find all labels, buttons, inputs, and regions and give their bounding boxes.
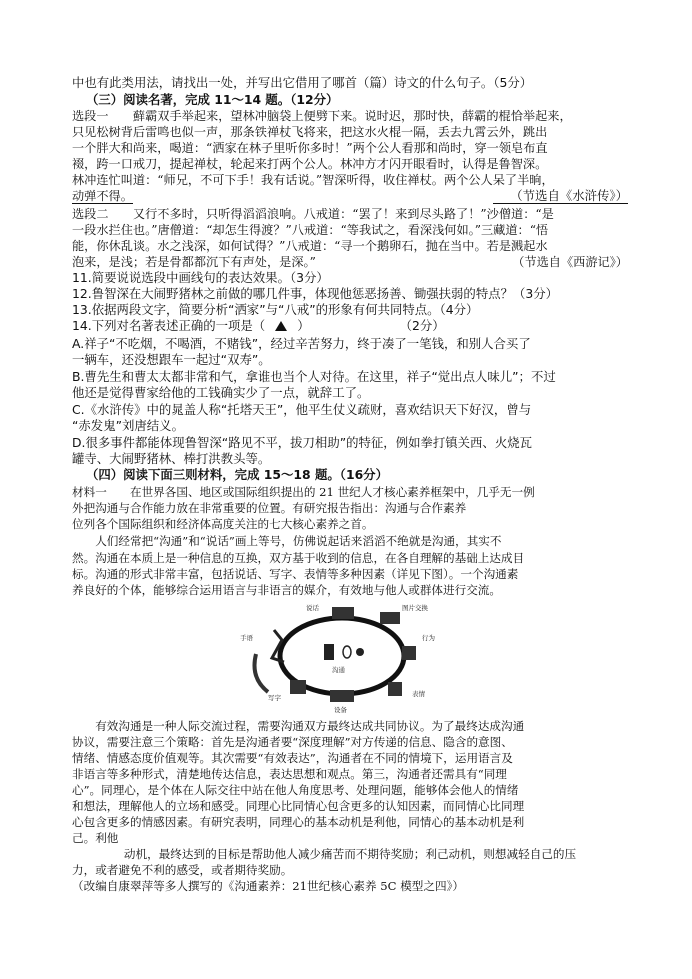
question-11: 11.简要说说选段中画线句的表达效果。（3分） — [72, 270, 329, 285]
option-a-line: A.祥子“不吃烟，不喝酒，不赌钱”，经过辛苦努力，终于凑了一笔钱，和别人合买了 — [72, 336, 531, 351]
diagram-label: 行为 — [422, 634, 435, 642]
excerpt-2-line: 一段水拦住也。”唐僧道：“却怎生得渡？”八戒道：“等我试之，看深浅何如。”三藏道：“悟 — [72, 223, 549, 237]
section-3-heading: （三）阅读名著，完成 11～14 题。（12分） — [86, 92, 339, 107]
excerpt-1-line: 一个胖大和尚来，喝道：“洒家在林子里听你多时！”两个公人看那和尚时，穿一领皂布直 — [72, 141, 548, 155]
picture-icon — [380, 612, 400, 624]
speech-icon — [332, 607, 354, 619]
device-icon — [330, 690, 354, 702]
option-c-line: C.《水浒传》中的晁盖人称“托塔天王”，他平生仗义疏财，喜欢结识天下好汉，曾与 — [72, 402, 532, 417]
material-1-line: 非语言等多种形式，清楚地传达信息，表达思想和观点。第三，沟通者还需具有“同理 — [72, 767, 507, 781]
material-1-line: 外把沟通与合作能力放在非常重要的位置。有研究报告指出：沟通与合作素养 — [72, 501, 467, 515]
option-d-line: D.很多事件都能体现鲁智深“路见不平，拔刀相助”的特征，例如拳打镇关西、火烧瓦 — [72, 435, 532, 450]
excerpt-1-line: 选段一 蘚霸双手举起来，望林冲脑袋上便劈下来。说时迟，那时快，薛霸的棍恰举起来， — [72, 109, 572, 123]
underline-rule — [493, 203, 628, 204]
material-1-line: 然。沟通在本质上是一种信息的互换，双方基于收到的信息，在各自理解的基础上达成目 — [72, 551, 525, 565]
head-icon — [324, 644, 334, 660]
material-1-line: 位列各个国际组织和经济体高度关注的七大核心素养之首。 — [72, 517, 374, 531]
option-d-line: 罐寺、大闹野猪林、棒打洪教头等。 — [72, 451, 271, 466]
material-1-line: 人们经常把“沟通”和“说话”画上等号，仿佛说起话来滔滔不绝就是沟通，其实不 — [72, 534, 502, 548]
option-b-line: B.曹先生和曹太太都非常和气，拿谁也当个人对待。在这里，祥子“觉出点人味儿”；不过 — [72, 369, 556, 384]
material-1-line: 材料一 在世界各国、地区或国际组织提出的 21 世纪人才核心素养框架中，几乎无一例 — [72, 485, 535, 499]
option-a-line: 一辆车，还没想跟车一起过“双寿”。 — [72, 352, 271, 367]
action-icon — [402, 646, 416, 660]
curved-arrow-icon — [255, 654, 269, 692]
excerpt-2-source: （节选自《西游记》） — [512, 255, 628, 269]
material-1-line: 养良好的个体，能够综合运用语言与非语言的媒介，有效地与他人或群体进行交流。 — [72, 583, 501, 597]
diagram-label: 表情 — [412, 690, 425, 698]
material-1-line: 情绪、情感态度价值观等。其次需要“有效表达”，沟通者在不同的情境下，运用语言及 — [72, 751, 513, 765]
excerpt-1-line: 只见松树背后雷鸣也似一声，那条铁禅杖飞将来，把这水火棍一隔，丢去九霄云外，跳出 — [72, 125, 548, 139]
excerpt-1-line: 林冲连忙叫道：“师兄，不可下手！我有话说。”智深听得，收住禅杖。两个公人呆了半晌， — [72, 173, 554, 187]
diagram-label: 设备 — [334, 706, 347, 714]
question-10-tail: 中也有此类用法，请找出一处，并写出它借用了哪首（篇）诗文的什么句子。（5分） — [72, 75, 533, 90]
question-12: 12.鲁智深在大闹野猪林之前做的哪几件事，体现他惩恶扬善、锄强扶弱的特点？（3分） — [72, 286, 559, 301]
section-4-heading: （四）阅读下面三则材料，完成 15～18 题。（16分） — [86, 467, 388, 482]
ear-icon — [343, 646, 351, 658]
excerpt-2-line: 泡来，是浅；若是骨都都沉下有声处，是深。” — [72, 255, 316, 269]
material-1-line: 力，或者避免不利的感受，或者期待奖励。 — [72, 863, 293, 877]
excerpt-1-source: （节选自《水浒传》） — [510, 188, 628, 203]
question-13: 13.依据两段文字，简要分析“洒家”与“八戒”的形象有何共同特点。（4分） — [72, 302, 479, 317]
material-1-line: 心包含更多的情感因素。有研究表明，同理心的基本动机是利他，同情心的基本动机是利 — [72, 815, 525, 829]
material-1-line: 心”。同理心，是个体在人际交往中站在他人角度思考、处理问题，能够体会他人的情绪 — [72, 783, 519, 797]
excerpt-2-line: 选段二 又行不多时，只听得滔滔浪响。八戒道：“罢了！来到尽头路了！”沙僧道：“是 — [72, 207, 554, 221]
material-1-line: （改编自康翠萍等多人撰写的《沟通素养：21世纪核心素养 5C 模型之四》） — [72, 879, 464, 893]
material-1-line: 有效沟通是一种人际交流过程，需要沟通双方最终达成共同协议。为了最终达成沟通 — [72, 719, 525, 733]
eye-icon — [356, 648, 364, 656]
material-1-line: 动机，最终达到的目标是帮助他人减少痛苦而不期待奖励；利己动机，则想减轻自己的压 — [123, 847, 577, 861]
writing-icon — [290, 680, 306, 694]
material-1-line: 和想法，理解他人的立场和感受。同理心比同情心包含更多的认知因素，而同情心比同理 — [72, 799, 525, 813]
excerpt-2-line: 能，你休乱谈。水之浅深，如何试得？”八戒道：“寻一个鹅卵石，抛在当中。若是溅起水 — [72, 239, 548, 253]
diagram-label: 写字 — [268, 694, 281, 702]
diagram-label: 说话 — [306, 604, 319, 612]
option-b-line: 他还是觉得曹家给他的工钱确实少了一点，就辞工了。 — [72, 385, 370, 400]
material-1-line: 协议，需要注意三个策略：首先是沟通者要“深度理解”对方传递的信息、隐含的意图、 — [72, 735, 513, 749]
option-c-line: “赤发鬼”刘唐结义。 — [72, 418, 184, 433]
material-1-line: 标。沟通的形式非常丰富，包括说话、写字、表情等多种因素（详见下图）。一个沟通素 — [72, 567, 519, 581]
excerpt-1-line: 裰，跨一口戒刀，提起禅杖，轮起来打两个公人。林冲方才闪开眼看时，认得是鲁智深。 — [72, 157, 548, 171]
question-14: 14.下列对名著表述正确的一项是（ ） （2分） — [72, 318, 445, 333]
blank-triangle-icon — [275, 321, 287, 331]
material-1-line: 己。利他 — [72, 831, 119, 845]
excerpt-1-line-underlined: 动弹不得。 — [72, 189, 133, 203]
diagram-label: 手语 — [240, 634, 253, 642]
face-icon — [388, 682, 402, 696]
diagram-label: 图片交换 — [402, 604, 428, 612]
communication-diagram — [222, 600, 452, 714]
diagram-label: 沟通 — [332, 666, 345, 674]
